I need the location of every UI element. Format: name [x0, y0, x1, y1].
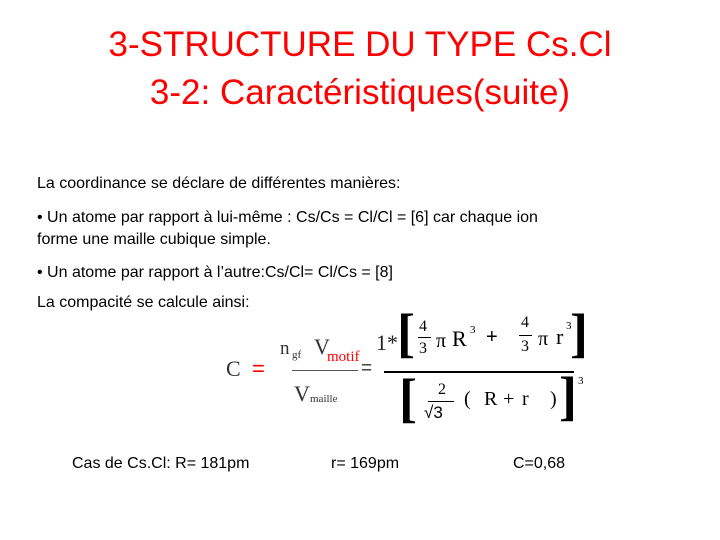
formula-right-bracket-bottom: ]: [559, 366, 577, 426]
formula-r-denominator: r: [522, 388, 529, 410]
slide-title-line1: 3-STRUCTURE DU TYPE Cs.Cl: [108, 25, 612, 64]
formula-four-1: 4: [419, 318, 427, 335]
bullet-same-atom-line2: forme une maille cubique simple.: [37, 231, 271, 248]
formula-pi-1: π: [436, 330, 447, 352]
formula-sqrt3: √3: [424, 403, 443, 422]
formula-fraction-bar-1: [292, 370, 358, 371]
formula-pi-2: π: [538, 328, 549, 350]
formula-R-exponent: 3: [470, 324, 476, 336]
cscl-compacity-result: C=0,68: [513, 455, 566, 472]
formula-maille: maille: [310, 393, 338, 405]
formula-fraction-bar-4-3-b: [519, 335, 532, 336]
formula-R-denominator: R: [484, 388, 498, 410]
formula-three-1: 3: [419, 340, 427, 357]
formula-motif: motif: [327, 349, 360, 365]
formula-V-denominator: V: [294, 381, 310, 406]
formula-denominator-exponent: 3: [578, 375, 584, 387]
formula-n: n: [280, 338, 290, 359]
formula-right-bracket-top: ]: [570, 303, 588, 363]
formula-three-2: 3: [521, 338, 529, 355]
formula-plus-denominator: +: [503, 388, 515, 410]
formula-left-paren: (: [464, 388, 471, 410]
cscl-radius-r: r= 169pm: [331, 455, 400, 472]
formula-equals-2: =: [361, 358, 373, 379]
formula-R: R: [452, 326, 467, 351]
bullet-other-atom: • Un atome par rapport à l’autre:Cs/Cl= Cl/Cs = [8]: [37, 264, 393, 281]
formula-plus: +: [486, 326, 498, 348]
formula-two: 2: [438, 381, 446, 398]
formula-four-2: 4: [521, 314, 529, 331]
formula-left-bracket-top: [: [397, 303, 415, 363]
formula-r: r: [556, 324, 564, 349]
formula-n-subscript: gf: [292, 349, 302, 361]
bullet-same-atom-line1: • Un atome par rapport à lui-même : Cs/Cs = Cl/Cl = [6] car chaque ion: [37, 209, 538, 226]
slide-title-line2: 3-2: Caractéristiques(suite): [149, 73, 571, 112]
formula-r-exponent: 3: [566, 320, 572, 332]
formula-one-times: 1*: [376, 330, 398, 355]
paragraph-coordinance: La coordinance se déclare de différentes manières:: [37, 175, 401, 192]
formula-right-paren: ): [550, 388, 557, 410]
formula-equals-1: =: [252, 356, 265, 381]
formula-fraction-bar-2-sqrt3: [428, 401, 454, 402]
paragraph-compacite: La compacité se calcule ainsi:: [37, 294, 250, 311]
formula-C: C: [226, 356, 241, 381]
formula-fraction-bar-4-3-a: [418, 337, 431, 338]
formula-V-numerator: V: [314, 334, 330, 359]
cscl-radius-R: Cas de Cs.Cl: R= 181pm: [72, 455, 250, 472]
formula-left-bracket-bottom: [: [399, 368, 417, 428]
